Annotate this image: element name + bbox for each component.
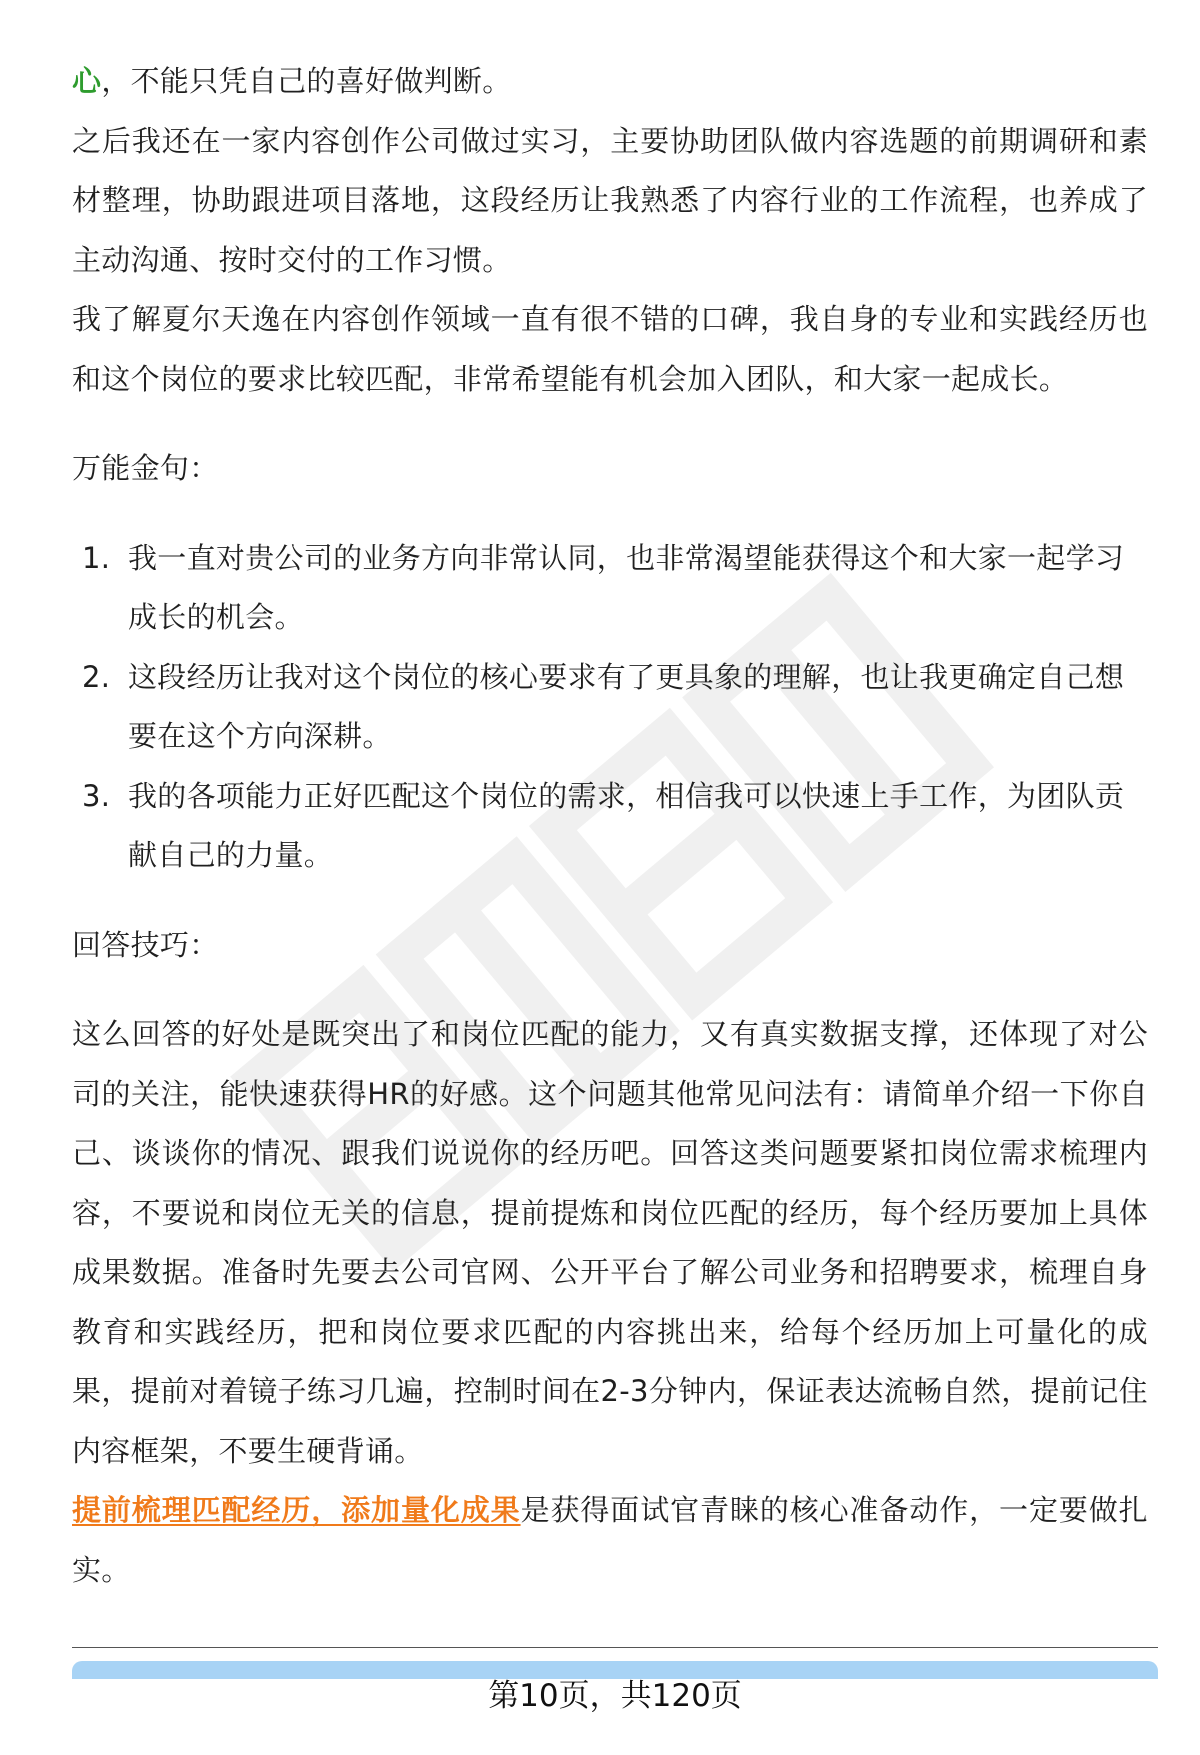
list-item [72,767,1148,886]
green-highlight: 心 [72,64,102,98]
document-body [72,52,1148,1600]
list-text: 我的各项能力正好匹配这个岗位的需求，相信我可以快速上手工作，为团队贡献自己的力量。 [128,778,1125,872]
list-text: 这段经历让我对这个岗位的核心要求有了更具象的理解，也让我更确定自己想要在这个方向深耕。 [128,659,1125,753]
intro-fragment [72,52,1148,112]
list-number: 3. [82,778,111,813]
paragraph-fit: 我了解夏尔天逸在内容创作领域一直有很不错的口碑，我自身的专业和实践经历也和这个岗位的要求比较匹配，非常希望能有机会加入团队，和大家一起成长。 [72,302,1148,396]
list-number: 2. [82,659,111,694]
closing-paragraph [72,1481,1148,1600]
list-text: 我一直对贵公司的业务方向非常认同，也非常渴望能获得这个和大家一起学习成长的机会。 [128,540,1125,634]
orange-highlight-link[interactable]: 提前梳理匹配经历，添加量化成果 [72,1493,521,1527]
tips-paragraph: 这么回答的好处是既突出了和岗位匹配的能力，又有真实数据支撑，还体现了对公司的关注，能快速获得HR的好感。这个问题其他常见问法有：请简单介绍一下你自己、谈谈你的情况、跟我们说说你的经历吧。回答这类问题要紧扣岗位需求梳理内容，不要说和岗位无关的信息，提前提炼和岗位匹配的经历，每个经历要加上具体成果数据。准备时先要去公司官网、公开平台了解公司业务和招聘要求，梳理自身教育和实践经历，把和岗位要求匹配的内容挑出来，给每个经历加上可量化的成果，提前对着镜子练习几遍，控制时间在2-3分钟内，保证表达流畅自然，提前记住内容框架，不要生硬背诵。 [72,1017,1148,1468]
list-number: 1. [82,540,111,575]
paragraph-internship: 之后我还在一家内容创作公司做过实习，主要协助团队做内容选题的前期调研和素材整理，协助跟进项目落地，这段经历让我熟悉了内容行业的工作流程，也养成了主动沟通、按时交付的工作习惯。 [72,123,1148,277]
list-item [72,648,1148,767]
golden-heading: 万能金句： [72,451,219,485]
golden-sentence-list [72,529,1148,886]
closing-rest: 是获得面试官青睐的核心准备动作，一定要做扎实。 [72,1493,1148,1587]
page-number: 第10页，共120页 [488,1678,742,1714]
intro-rest: ，不能只凭自己的喜好做判断。 [101,64,512,98]
tips-heading: 回答技巧： [72,927,219,962]
list-item [72,529,1148,648]
footer-divider [72,1647,1158,1648]
